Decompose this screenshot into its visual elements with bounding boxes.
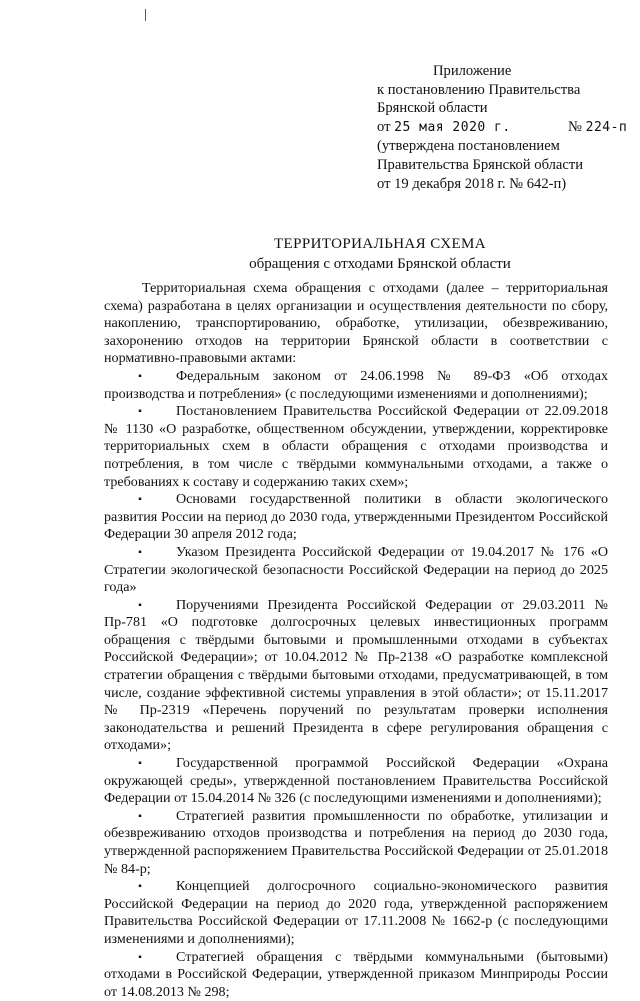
bullet-icon: ▪ — [138, 599, 142, 611]
date-prefix: от — [377, 118, 391, 135]
list-item: ▪ Стратегией развития промышленности по обработке, утилизации и обезвреживанию отходов производства и потребления на период до 2030 года, утвержденной распоряжением Правительства Российской Федерации от 25.01.2018 № 84-р; — [104, 807, 608, 877]
list-item: ▪ Указом Президента Российской Федерации от 19.04.2017 № 176 «О Стратегии экологической безопасности Российской Федерации на период до 2025 года» — [104, 543, 608, 596]
intro-paragraph: Территориальная схема обращения с отходами (далее – территориальная схема) разработана в целях организации и осуществления деятельности по сбору, накоплению, транспортированию, обработке, утилизации, обезвреживанию, захоронению отходов на территории Брянской области в соответствии с нормативно-правовыми актами: — [104, 280, 608, 367]
bullet-icon: ▪ — [138, 881, 142, 893]
bullet-icon: ▪ — [138, 370, 142, 382]
bullet-icon: ▪ — [138, 758, 142, 770]
list-item: ▪ Поручениями Президента Российской Федерации от 29.03.2011 № Пр-781 «О подготовке долгосрочных целевых инвестиционных программ обращения с твёрдыми бытовыми и промышленными отходами в субъектах Российской Федерации»; от 10.04.2012 № Пр-2138 «О разработке комплексной стратегии обращения с твёрдыми бытовыми отходами, предусматривающей, в том числе, создание эффективной системы управления в этой области»; от 15.11.2017 № Пр-2319 «Перечень поручений по результатам проверки исполнения законодательства и решений Президента в сфере регулирования обращения с отходами»; — [104, 596, 608, 754]
appendix-date-line — [377, 118, 628, 138]
bullet-icon: ▪ — [138, 406, 142, 418]
list-item: ▪ Концепцией долгосрочного социально-экономического развития Российской Федерации на период до 2020 года, утвержденной распоряжением Правительства Российской Федерации от 17.11.2008 № 1662-р (с последующими изменениями и дополнениями); — [104, 878, 608, 947]
number-value: 224-п — [585, 119, 628, 135]
document-subtitle: обращения с отходами Брянской области — [249, 256, 511, 272]
appendix-line-7: от 19 декабря 2018 г. № 642-п) — [377, 175, 567, 192]
list-item: ▪ Стратегией обращения с твёрдыми коммунальными (бытовыми) отходами в Российской Федерации, утвержденной приказом Минприроды России от 14.08.2013 № 298; — [104, 948, 608, 1000]
appendix-line-6: Правительства Брянской области — [377, 156, 584, 173]
list-item: ▪ Федеральным законом от 24.06.1998 № 89-ФЗ «Об отходах производства и потребления» (с последующими изменениями и дополнениями); — [104, 367, 608, 402]
bullet-icon: ▪ — [138, 951, 142, 963]
date-value: 25 мая 2020 г. — [394, 119, 511, 135]
list-item: ▪ Основами государственной политики в области экологического развития России на период до 2030 года, утвержденными Президентом Российской Федерации 30 апреля 2012 года; — [104, 491, 608, 543]
appendix-title: Приложение — [433, 63, 512, 79]
bullet-icon: ▪ — [138, 494, 142, 506]
document-body — [104, 280, 608, 1001]
appendix-line-5: (утверждена постановлением — [377, 138, 560, 155]
bullet-icon: ▪ — [138, 546, 142, 558]
scan-mark — [145, 9, 146, 21]
number-prefix: № — [568, 118, 582, 135]
bullet-icon: ▪ — [138, 810, 142, 822]
appendix-block — [377, 62, 628, 193]
list-item: ▪ Государственной программой Российской Федерации «Охрана окружающей среды», утвержденной постановлением Правительства Российской Федерации от 15.04.2014 № 326 (с последующими изменениями и дополнениями); — [104, 755, 608, 807]
document-title: ТЕРРИТОРИАЛЬНАЯ СХЕМА — [273, 236, 487, 252]
appendix-line-2: к постановлению Правительства — [377, 81, 581, 98]
appendix-line-3: Брянской области — [377, 100, 488, 117]
list-item: ▪ Постановлением Правительства Российской Федерации от 22.09.2018 № 1130 «О разработке, общественном обсуждении, утверждении, корректировке территориальных схем в области обращения с отходами производства и потребления, в том числе с твёрдыми коммунальными отходами, а также о требованиях к составу и содержанию таких схем»; — [104, 403, 608, 490]
